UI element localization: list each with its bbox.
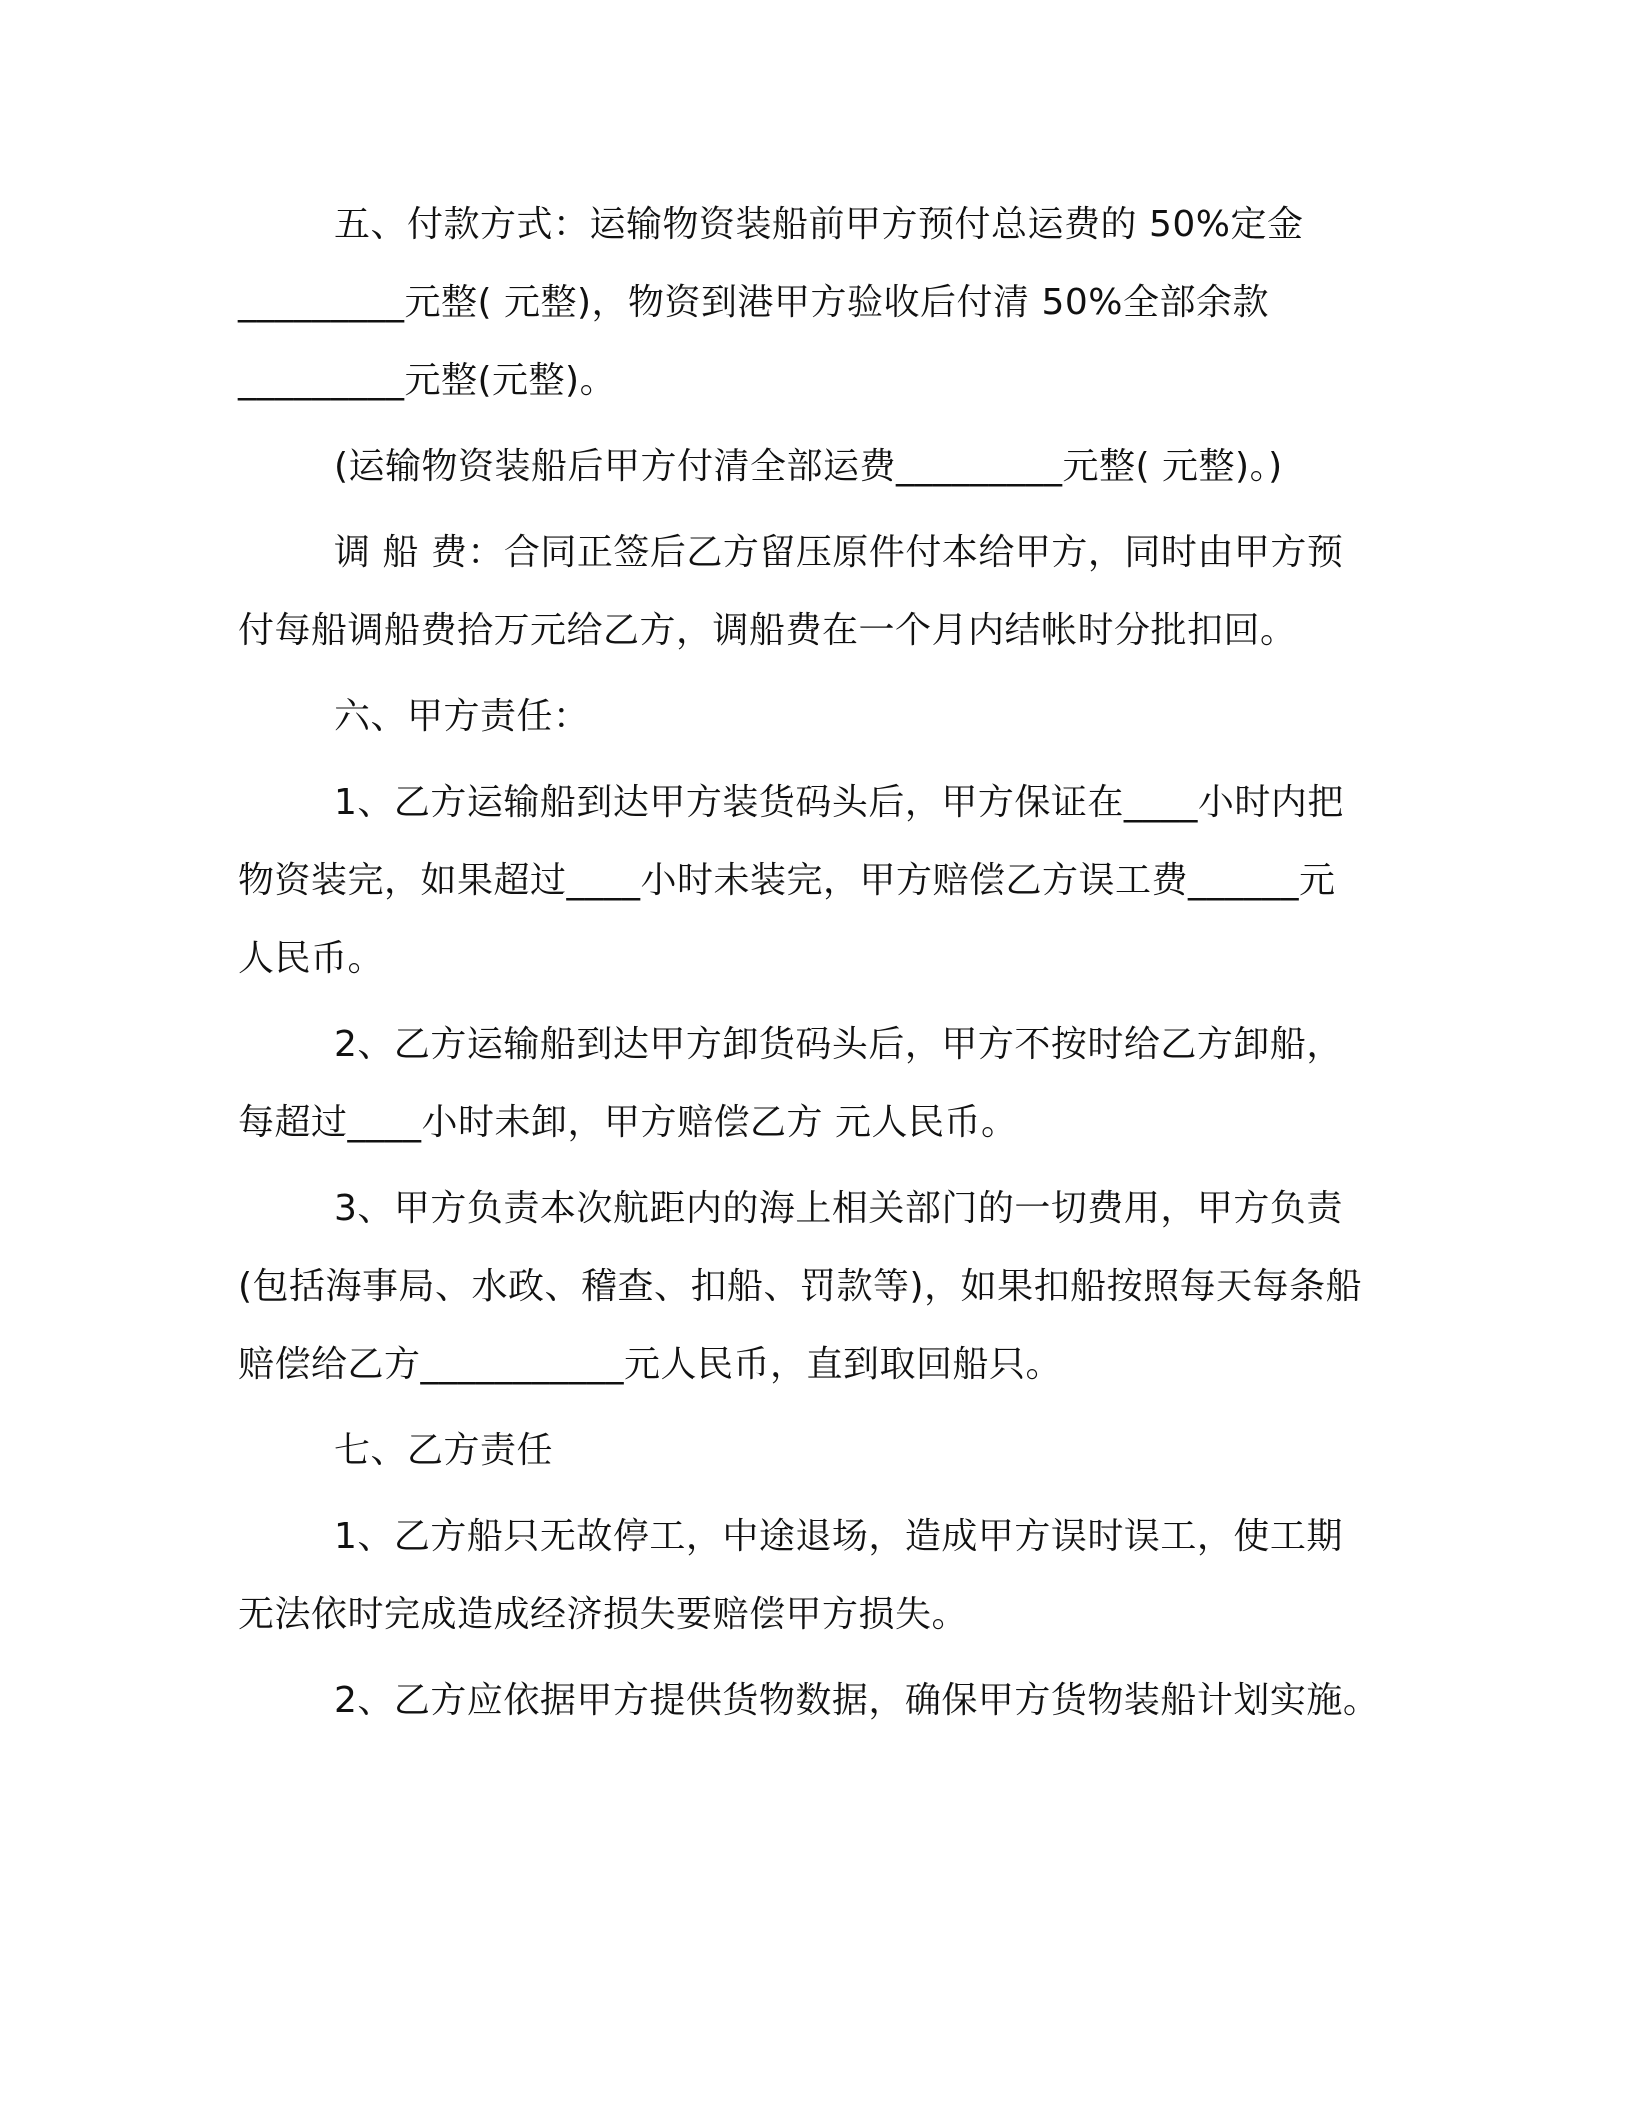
heading-party-b-duties	[238, 1412, 1393, 1490]
text-line: 付每船调船费拾万元给乙方，调船费在一个月内结帐时分批扣回。	[238, 610, 1297, 651]
text-line: 1、乙方船只无故停工，中途退场，造成甲方误时误工，使工期	[334, 1516, 1343, 1557]
text-line: (运输物资装船后甲方付清全部运费_________元整( 元整)。)	[334, 446, 1283, 487]
paragraph-party-b-item-1	[238, 1498, 1393, 1654]
paragraph-payment-method	[238, 186, 1393, 420]
text-line: 人民币。	[238, 938, 385, 979]
heading-party-a-duties	[238, 678, 1393, 756]
paragraph-party-a-item-2	[238, 1006, 1393, 1162]
text-line: 物资装完，如果超过____小时未装完，甲方赔偿乙方误工费______元	[238, 860, 1336, 901]
text-line: 调 船 费：合同正签后乙方留压原件付本给甲方，同时由甲方预	[334, 532, 1344, 573]
text-line: 2、乙方运输船到达甲方卸货码头后，甲方不按时给乙方卸船，	[334, 1024, 1343, 1065]
document-body	[238, 186, 1393, 1748]
section-heading: 六、甲方责任：	[334, 696, 590, 737]
text-line: _________元整( 元整)，物资到港甲方验收后付清 50%全部余款	[238, 282, 1269, 323]
text-line: (包括海事局、水政、稽查、扣船、罚款等)，如果扣船按照每天每条船	[238, 1266, 1363, 1307]
text-line: 1、乙方运输船到达甲方装货码头后，甲方保证在____小时内把	[334, 782, 1344, 823]
text-line: _________元整(元整)。	[238, 360, 617, 401]
section-heading: 七、乙方责任	[334, 1430, 554, 1471]
paragraph-party-a-item-3	[238, 1170, 1393, 1404]
paragraph-party-a-item-1	[238, 764, 1393, 998]
text-line: 五、付款方式：运输物资装船前甲方预付总运费的 50%定金	[334, 204, 1304, 245]
text-line: 3、甲方负责本次航距内的海上相关部门的一切费用，甲方负责	[334, 1188, 1343, 1229]
paragraph-payment-alternative	[238, 428, 1393, 506]
paragraph-ship-dispatch-fee	[238, 514, 1393, 670]
text-line: 赔偿给乙方___________元人民币，直到取回船只。	[238, 1344, 1063, 1385]
text-line: 2、乙方应依据甲方提供货物数据，确保甲方货物装船计划实施。	[334, 1680, 1380, 1721]
text-line: 无法依时完成造成经济损失要赔偿甲方损失。	[238, 1594, 969, 1635]
paragraph-party-b-item-2	[238, 1662, 1393, 1740]
text-line: 每超过____小时未卸，甲方赔偿乙方 元人民币。	[238, 1102, 1018, 1143]
